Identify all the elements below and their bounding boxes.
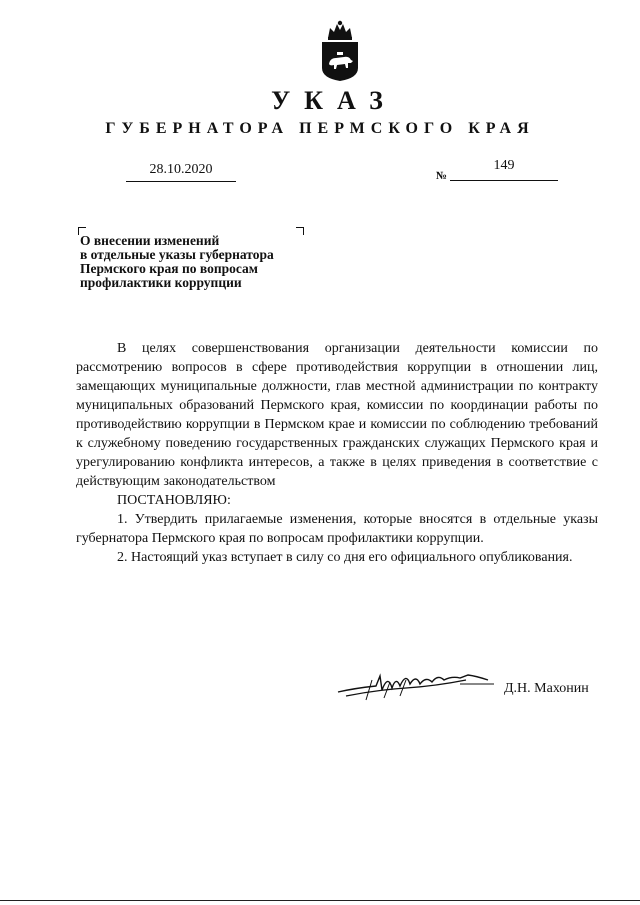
- subject-line: О внесении изменений: [80, 233, 220, 248]
- coat-of-arms-icon: [318, 18, 362, 82]
- document-subtitle: ГУБЕРНАТОРА ПЕРМСКОГО КРАЯ: [105, 120, 535, 137]
- decree-date: 28.10.2020: [149, 162, 213, 177]
- number-sign: №: [436, 170, 448, 182]
- date-underline: [126, 181, 236, 182]
- number-underline: [450, 180, 558, 181]
- decree-subject: [80, 234, 320, 290]
- subject-line: Пермского края по вопросам: [80, 261, 258, 276]
- decree-body: [76, 339, 598, 567]
- decree-item: 2. Настоящий указ вступает в силу со дня его официального опубликования.: [117, 550, 573, 565]
- subject-line: профилактики коррупции: [80, 275, 242, 290]
- resolve-statement: ПОСТАНОВЛЯЮ:: [117, 493, 231, 508]
- decree-item: 1. Утвердить прилагаемые изменения, которые вносятся в отдельные указы губернатора Пермского края по вопросам профилактики коррупции.: [76, 512, 598, 546]
- decree-number: 149: [493, 158, 515, 173]
- page-bottom-edge: [0, 900, 640, 901]
- document-title: УКАЗ: [271, 86, 397, 115]
- signer-name: Д.Н. Махонин: [504, 681, 589, 696]
- signature-icon: [336, 666, 496, 706]
- subject-line: в отдельные указы губернатора: [80, 247, 274, 262]
- preamble-paragraph: В целях совершенствования организации деятельности комиссии по рассмотрению вопросов в сфере противодействия коррупции в отношении лиц, замещающих муниципальные должности, глав местной администрации по контракту муниципальных образований Пермского края, комиссии по координации работы по противодействию коррупции в Пермском крае и комиссии по соблюдению требований к служебному поведению государственных гражданских служащих Пермского края и урегулированию конфликта интересов, а также в целях приведения в соответствие с действующим законодательством: [76, 341, 598, 489]
